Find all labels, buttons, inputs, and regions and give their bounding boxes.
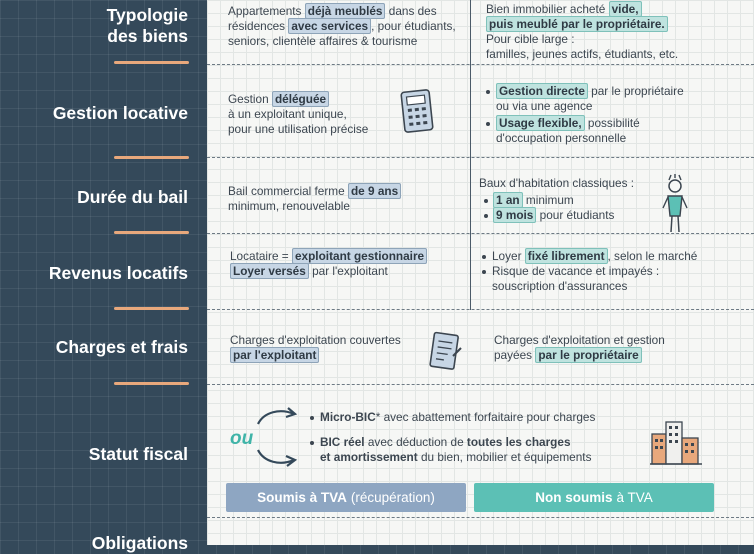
text: à un exploitant unique, xyxy=(228,107,347,121)
column-divider xyxy=(470,0,471,310)
row-title-obligations: Obligations xyxy=(91,533,188,553)
highlight: exploitant gestionnaire xyxy=(292,248,427,264)
row-separator xyxy=(207,384,754,385)
highlight: fixé librement xyxy=(525,248,608,264)
row-separator xyxy=(207,309,754,310)
title-underline xyxy=(114,61,189,64)
typologie-right-text xyxy=(486,2,748,62)
text: minimum xyxy=(522,193,574,207)
gestion-left-text xyxy=(228,92,398,137)
row-title-charges: Charges et frais xyxy=(55,337,188,357)
row-title-typologie xyxy=(0,5,188,47)
row-title-gestion: Gestion locative xyxy=(52,103,188,123)
gestion-right-text xyxy=(486,84,748,146)
row-title-line: des biens xyxy=(107,26,188,46)
title-underline xyxy=(114,156,189,159)
text: Pour cible large : xyxy=(486,32,575,46)
calculator-icon xyxy=(397,88,437,134)
duree-right-text xyxy=(479,176,679,223)
row-title-duree: Durée du bail xyxy=(77,187,188,207)
row-title-revenus: Revenus locatifs xyxy=(48,263,188,283)
text: Locataire = xyxy=(230,249,292,263)
text: Appartements xyxy=(228,4,305,18)
row-separator xyxy=(207,517,754,518)
text-bold: et amortissement xyxy=(320,450,418,464)
text: seniors, clientèle affaires & tourisme xyxy=(228,34,418,48)
highlight: puis meublé par le propriétaire. xyxy=(486,16,668,32)
text: Bien immobilier acheté xyxy=(486,2,609,16)
document-icon xyxy=(426,330,464,374)
text: pour une utilisation précise xyxy=(228,122,369,136)
highlight: 1 an xyxy=(493,192,523,208)
title-underline xyxy=(114,382,189,385)
text: , pour étudiants, xyxy=(371,19,456,33)
text: par l'exploitant xyxy=(308,264,388,278)
banner-soumis-tva xyxy=(226,483,466,512)
text: Risque de vacance et impayés : xyxy=(492,264,660,278)
text: dans des xyxy=(385,4,437,18)
buildings-icon xyxy=(650,420,702,466)
text: ou via une agence xyxy=(496,99,593,113)
text: avec déduction de xyxy=(364,435,467,449)
text: du bien, mobilier et équipements xyxy=(417,450,592,464)
typologie-left-text xyxy=(228,4,468,49)
highlight: par le propriétaire xyxy=(535,347,641,363)
row-separator xyxy=(207,64,754,65)
highlight: par l'exploitant xyxy=(230,347,319,363)
text: (récupération) xyxy=(350,490,435,505)
text: Baux d'habitation classiques : xyxy=(479,176,635,190)
highlight: déjà meublés xyxy=(305,3,386,19)
highlight: Gestion directe xyxy=(496,83,588,99)
text: payées xyxy=(494,348,536,362)
text-bold: toutes les charges xyxy=(466,435,571,449)
highlight: 9 mois xyxy=(493,207,536,223)
text: souscription d'assurances xyxy=(492,279,628,293)
text: minimum, renouvelable xyxy=(228,199,350,213)
text: , selon le marché xyxy=(607,249,698,263)
row-separator xyxy=(207,157,754,158)
text: Charges d'exploitation et gestion xyxy=(494,333,665,347)
text: Bail commercial ferme xyxy=(228,184,348,198)
text: par le propriétaire xyxy=(587,84,684,98)
charges-right-text xyxy=(494,333,744,363)
highlight: de 9 ans xyxy=(348,183,401,199)
text: possibilité xyxy=(584,116,640,130)
text: familles, jeunes actifs, étudiants, etc. xyxy=(486,47,679,61)
highlight: vide, xyxy=(609,1,642,17)
fiscal-text xyxy=(310,410,640,465)
text: pour étudiants xyxy=(536,208,615,222)
text: d'occupation personnelle xyxy=(496,131,627,145)
text-bold: Micro-BIC xyxy=(320,410,376,424)
text: à TVA xyxy=(616,490,653,505)
duree-left-text xyxy=(228,184,468,214)
highlight: avec services xyxy=(288,18,371,34)
text: résidences xyxy=(228,19,289,33)
revenus-left-text xyxy=(230,249,466,279)
title-underline xyxy=(114,307,189,310)
text: Charges d'exploitation couvertes xyxy=(230,333,401,347)
text: Loyer xyxy=(492,249,525,263)
ou-label: ou xyxy=(230,428,254,449)
text-bold: BIC réel xyxy=(320,435,365,449)
highlight: déléguée xyxy=(272,91,329,107)
charges-left-text xyxy=(230,333,430,363)
person-icon xyxy=(660,174,690,236)
text-bold: Non soumis xyxy=(535,490,613,505)
text: Gestion xyxy=(228,92,272,106)
highlight: Loyer versés xyxy=(230,263,309,279)
text-bold: Soumis à TVA xyxy=(257,490,347,505)
banner-non-soumis-tva xyxy=(474,483,714,512)
text: * avec abattement forfaitaire pour charges xyxy=(375,410,596,424)
revenus-right-text xyxy=(482,249,748,294)
row-title-line: Typologie xyxy=(106,5,188,25)
row-title-fiscal: Statut fiscal xyxy=(88,444,188,464)
title-underline xyxy=(114,231,189,234)
highlight: Usage flexible, xyxy=(496,115,585,131)
